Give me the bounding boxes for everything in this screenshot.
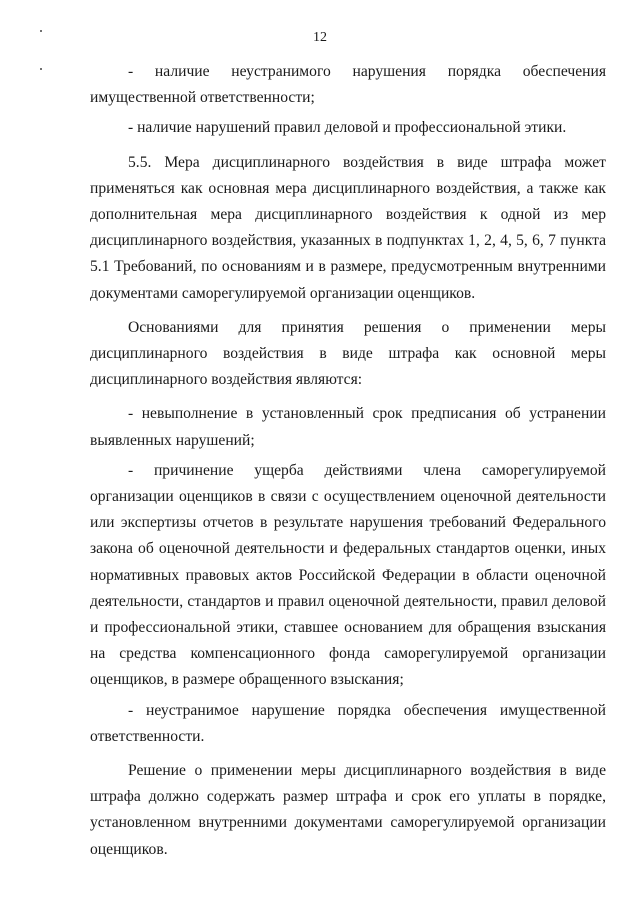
grounds-intro-paragraph: Основаниями для принятия решения о применении меры дисциплинарного воздействия в виде штрафа как основной меры дисциплинарного воздействия являются: — [90, 318, 606, 389]
decision-paragraph: Решение о применении меры дисциплинарного воздействия в виде штрафа должно содержать размер штрафа и срок его уплаты в порядке, установленном внутренними документами саморегулируемой организации оценщиков. — [90, 762, 606, 858]
clause-5-5: 5.5. Мера дисциплинарного воздействия в виде штрафа может применяться как основная мера дисциплинарного воздействия, а также как дополнительная мера дисциплинарного воздействия к одной из мер дисциплинарного воздействия, указанных в подпунктах 1, 2, 4, 5, 6, 7 пункта 5.1 Требований, по основаниям и в размере, предусмотренным внутренними документами саморегулируемой организации оценщиков. — [90, 153, 606, 302]
list-item-damage-caused: - причинение ущерба действиями члена саморегулируемой организации оценщиков в связи с осуществлением оценочной деятельности или экспертизы отчетов в результате нарушения требований Федерального закона об оценочной деятельности и федеральных стандартов оценки, иных нормативных правовых актов Российской Федерации в области оценочной деятельности, стандартов и правил оценочной деятельности, правил деловой и профессиональной этики, ставшее основанием для обращения взыскания на средства компенсационного фонда саморегулируемой организации оценщиков, в размере обращенного взыскания; — [90, 461, 606, 689]
list-item-ethics-violation: - наличие нарушений правил деловой и профессиональной этики. — [128, 119, 567, 137]
document-body — [90, 59, 606, 871]
scan-speck — [40, 68, 42, 70]
page-number: 12 — [313, 30, 327, 45]
scan-speck — [40, 30, 42, 32]
list-item-failure-to-comply: - невыполнение в установленный срок предписания об устранении выявленных нарушений; — [90, 405, 606, 449]
list-item-irreparable-violation: - наличие неустранимого нарушения порядка обеспечения имущественной ответственности; — [90, 63, 606, 107]
list-item-irreparable-violation-2: - неустранимое нарушение порядка обеспечения имущественной ответственности. — [90, 701, 606, 745]
